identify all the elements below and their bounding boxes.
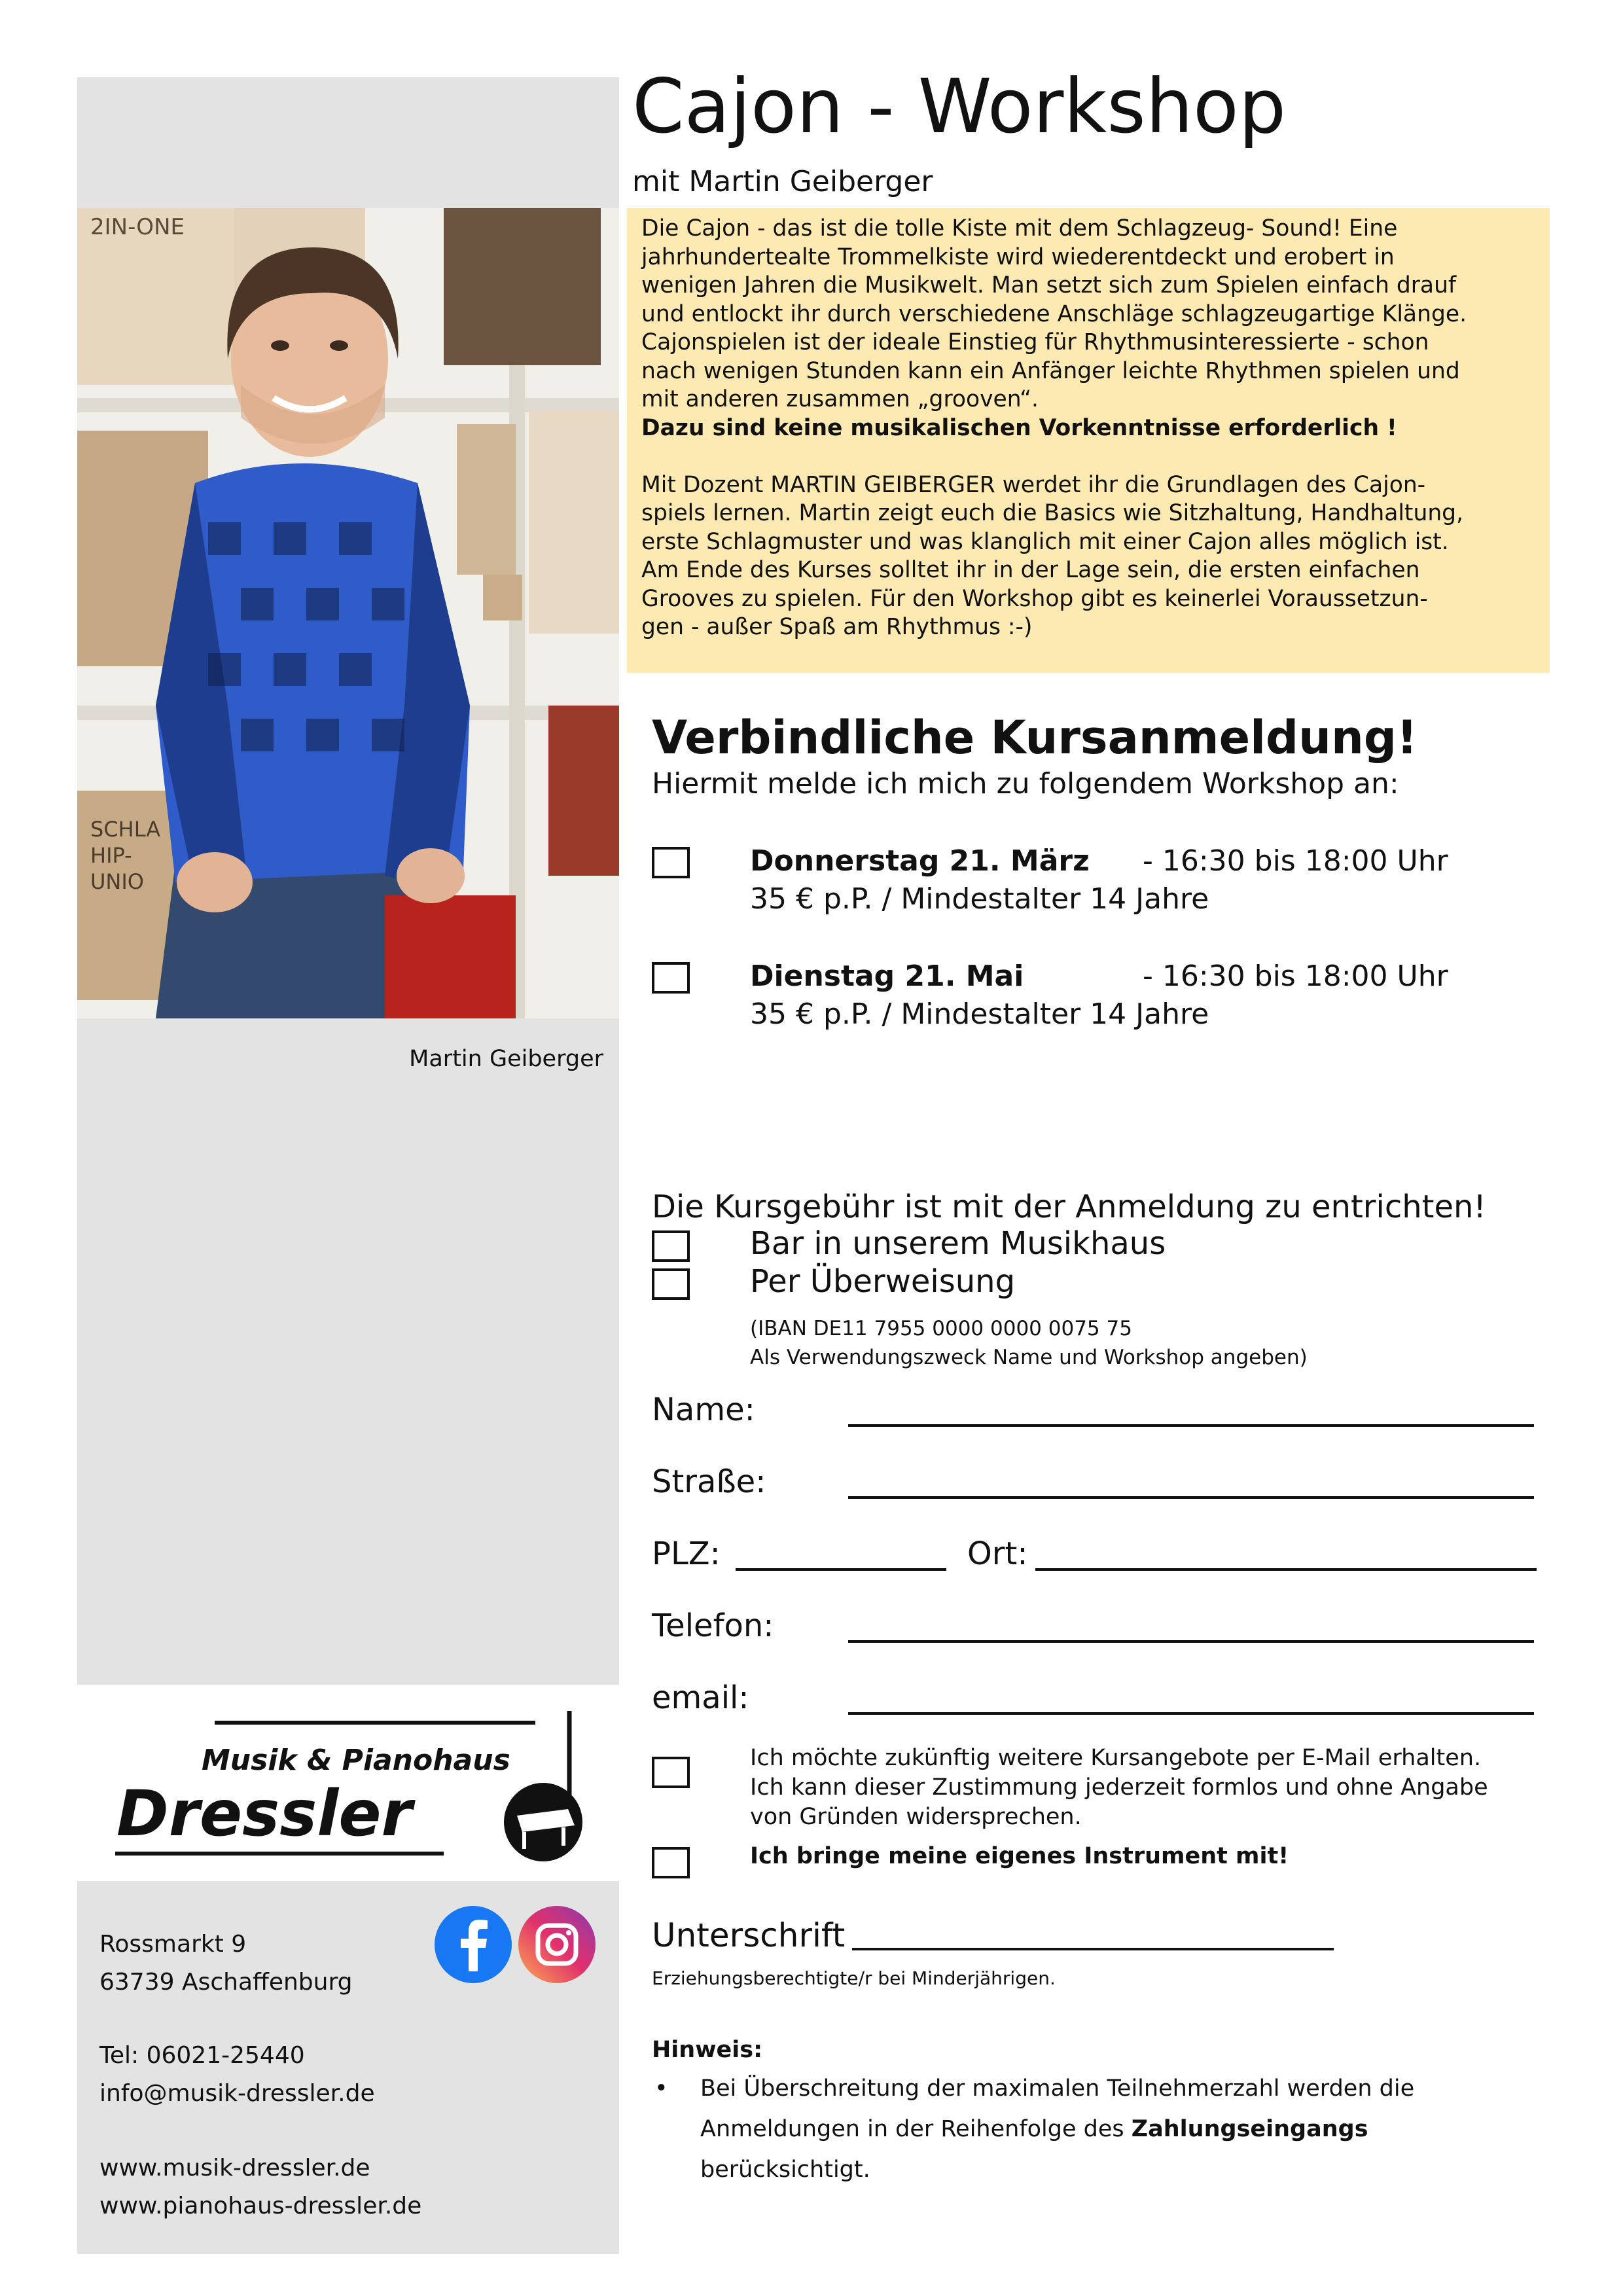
instructor-photo-illustration [77,208,619,1018]
city-field[interactable] [1035,1568,1537,1571]
intro-line: Grooves zu spielen. Für den Workshop gibt es keinerlei Voraussetzun- [641,585,1428,612]
instagram-icon[interactable] [518,1906,596,1983]
contact-city: 63739 Aschaffenburg [99,1969,353,1996]
pay-transfer-checkbox[interactable] [652,1268,690,1300]
note-text-bold: Zahlungseingangs [1131,2116,1368,2142]
note-text-part: berücksichtigt. [700,2157,870,2183]
contact-email[interactable]: info@musik-dressler.de [99,2080,375,2107]
note-title: Hinweis: [652,2037,763,2063]
logo-line-1: Musik & Pianohaus [202,1744,510,1777]
photo-caption: Martin Geiberger [409,1046,603,1072]
intro-line: Die Cajon - das ist die tolle Kiste mit dem Schlagzeug- Sound! Eine [641,215,1398,242]
consent-line: Ich möchte zukünftig weitere Kursangebote per E-Mail erhalten. [750,1745,1482,1771]
page-title: Cajon - Workshop [632,63,1287,150]
note-text [700,2068,1538,2190]
intro-bold-line: Dazu sind keine musikalischen Vorkenntnisse erforderlich ! [641,414,1397,441]
intro-line: wenigen Jahren die Musikwelt. Man setzt sich zum Spielen einfach drauf [641,272,1457,298]
intro-line: Cajonspielen ist der ideale Einstieg für Rhythmusinteressierte - schon [641,329,1429,355]
pay-cash-label: Bar in unserem Musikhaus [750,1225,1166,1262]
course-2-price: 35 € p.P. / Mindestalter 14 Jahre [750,997,1209,1031]
box-text-3: UNIO [90,869,144,894]
sidebar-middle-panel [77,1018,619,1685]
pay-cash-checkbox[interactable] [652,1230,690,1262]
course-2-day: Dienstag 21. Mai [750,960,1024,993]
intro-line: jahrhundertealte Trommelkiste wird wiederentdeckt und erobert in [641,243,1395,270]
intro-line: erste Schlagmuster und was klanglich mit einer Cajon alles möglich ist. [641,528,1449,555]
intro-text-box [627,208,1550,673]
course-1-checkbox[interactable] [652,847,690,878]
iban-info [750,1314,1308,1372]
grand-piano-icon [504,1783,582,1861]
contact-website-1[interactable]: www.musik-dressler.de [99,2155,370,2181]
box-text-top: 2IN-ONE [90,214,185,240]
intro-line: Mit Dozent MARTIN GEIBERGER werdet ihr die Grundlagen des Cajon- [641,471,1426,498]
instructor-photo [77,208,619,1018]
store-logo-graphic [77,1685,619,1881]
consent-line: von Gründen widersprechen. [750,1804,1082,1830]
intro-line: nach wenigen Stunden kann ein Anfänger leichte Rhythmen spielen und [641,357,1460,384]
box-text-1: SCHLA [90,817,161,842]
course-1-price: 35 € p.P. / Mindestalter 14 Jahre [750,882,1209,916]
contact-website-2[interactable]: www.pianohaus-dressler.de [99,2193,422,2219]
street-label: Straße: [652,1463,766,1500]
guardian-note: Erziehungsberechtigte/r bei Minderjährigen. [652,1967,1056,1989]
intro-line: gen - außer Spaß am Rhythmus :-) [641,614,1033,640]
course-1-day: Donnerstag 21. März [750,844,1090,878]
course-2-time: - 16:30 bis 18:00 Uhr [1143,960,1448,993]
iban-note: Als Verwendungszweck Name und Workshop angeben) [750,1346,1308,1369]
newsletter-consent-text [750,1744,1555,1832]
registration-subheading: Hiermit melde ich mich zu folgendem Workshop an: [652,767,1399,800]
signature-label: Unterschrift [652,1916,846,1954]
email-field[interactable] [848,1712,1534,1715]
box-text-2: HIP- [90,843,132,868]
email-label: email: [652,1679,749,1716]
logo-line-2: Dressler [116,1777,412,1850]
sidebar-top-panel [77,77,619,208]
instrument-label: Ich bringe meine eigenes Instrument mit! [750,1843,1289,1869]
intro-line: mit anderen zusammen „grooven“. [641,386,1039,412]
fee-heading: Die Kursgebühr ist mit der Anmeldung zu entrichten! [652,1189,1486,1225]
phone-label: Telefon: [652,1607,774,1644]
street-field[interactable] [848,1496,1534,1499]
intro-line: spiels lernen. Martin zeigt euch die Basics wie Sitzhaltung, Handhaltung, [641,500,1464,526]
name-label: Name: [652,1391,755,1428]
signature-field[interactable] [852,1948,1334,1950]
registration-heading: Verbindliche Kursanmeldung! [652,711,1418,764]
course-2-checkbox[interactable] [652,962,690,994]
zip-label: PLZ: [652,1535,721,1572]
note-text-part: Bei Überschreitung der maximalen Teilnehmerzahl werden die Anmeldungen in der Reihenfolge des [700,2075,1415,2142]
intro-line: und entlockt ihr durch verschiedene Anschläge schlagzeugartige Klänge. [641,300,1467,327]
intro-line: Am Ende des Kurses solltet ihr in der Lage sein, die ersten einfachen [641,557,1420,583]
newsletter-checkbox[interactable] [652,1757,690,1788]
phone-field[interactable] [848,1640,1534,1643]
zip-field[interactable] [736,1568,946,1571]
consent-line: Ich kann dieser Zustimmung jederzeit formlos und ohne Angabe [750,1774,1488,1801]
page-subtitle: mit Martin Geiberger [632,165,933,198]
pay-transfer-label: Per Überweisung [750,1263,1016,1300]
note-bullet: • [654,2075,668,2102]
facebook-icon[interactable] [435,1906,512,1983]
instrument-checkbox[interactable] [652,1847,690,1878]
name-field[interactable] [848,1424,1534,1427]
city-label: Ort: [967,1535,1028,1572]
contact-phone: Tel: 06021-25440 [99,2042,305,2069]
iban-number: (IBAN DE11 7955 0000 0000 0075 75 [750,1317,1132,1340]
store-logo [77,1685,619,1881]
contact-street: Rossmarkt 9 [99,1931,247,1958]
course-1-time: - 16:30 bis 18:00 Uhr [1143,844,1448,878]
